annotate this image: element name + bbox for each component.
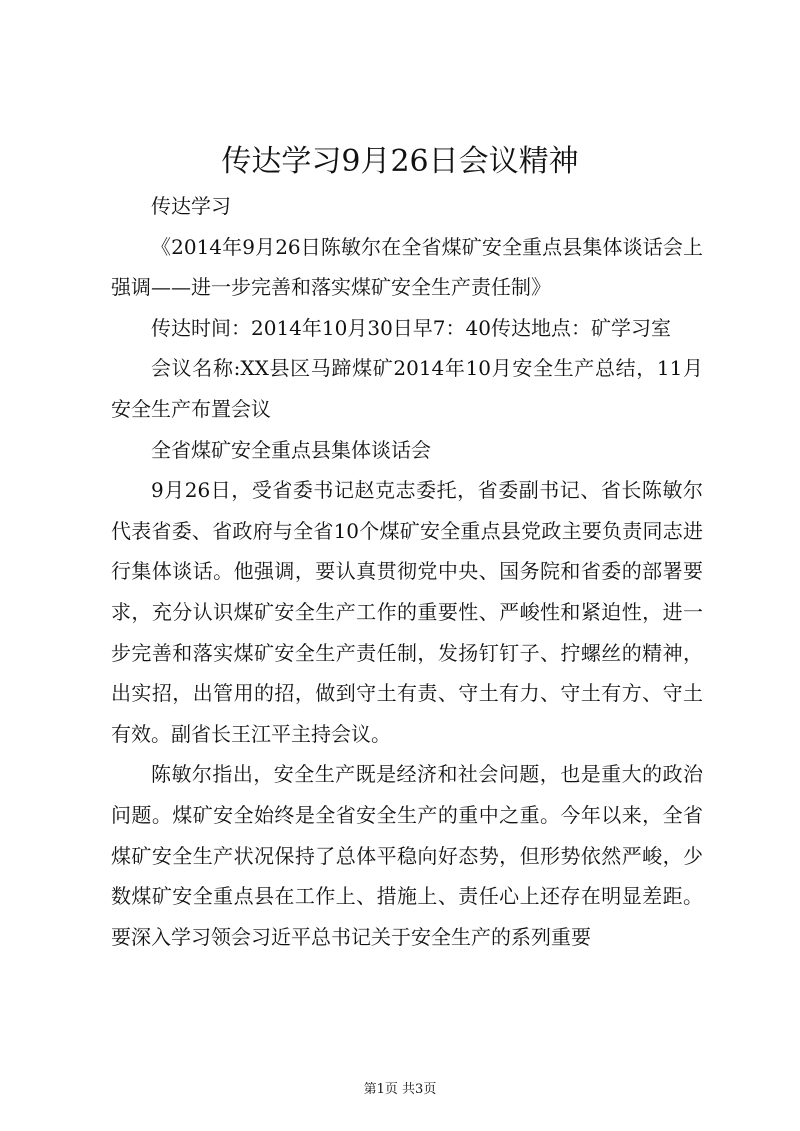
page-footer: 第1页 共3页 [363, 1082, 437, 1097]
paragraph-time-location: 传达时间：2014年10月30日早7：40传达地点：矿学习室 [151, 315, 671, 340]
paragraph-section-heading: 全省煤矿安全重点县集体谈话会 [151, 437, 431, 462]
paragraph-body: 陈敏尔指出，安全生产既是经济和社会问题，也是重大的政治问题。煤矿安全始终是全省安全生产的重中之重。今年以来，全省煤矿安全生产状况保持了总体平稳向好态势，但形势依然严峻，少数煤矿安全重点县在工作上、措施上、责任心上还存在明显差距。要深入学习领会习近平总书记关于安全生产的系列重要 [111, 762, 703, 949]
paragraph-meeting-name: 会议名称:XX县区马蹄煤矿2014年10月安全生产总结，11月安全生产布置会议 [111, 356, 703, 421]
document-title: 传达学习9月26日会议精神 [221, 144, 579, 179]
paragraph-body: 9月26日，受省委书记赵克志委托，省委副书记、省长陈敏尔代表省委、省政府与全省10个煤矿安全重点县党政主要负责同志进行集体谈话。他强调，要认真贯彻党中央、国务院和省委的部署要求，充分认识煤矿安全生产工作的重要性、严峻性和紧迫性，进一步完善和落实煤矿安全生产责任制，发扬钉钉子、拧螺丝的精神，出实招，出管用的招，做到守土有责、守土有力、守土有方、守土有效。副省长王江平主持会议。 [111, 478, 703, 746]
paragraph-article-title: 《2014年9月26日陈敏尔在全省煤矿安全重点县集体谈话会上强调——进一步完善和落实煤矿安全生产责任制》 [111, 234, 703, 300]
paragraph-heading: 传达学习 [151, 194, 231, 218]
document-body [111, 186, 703, 957]
